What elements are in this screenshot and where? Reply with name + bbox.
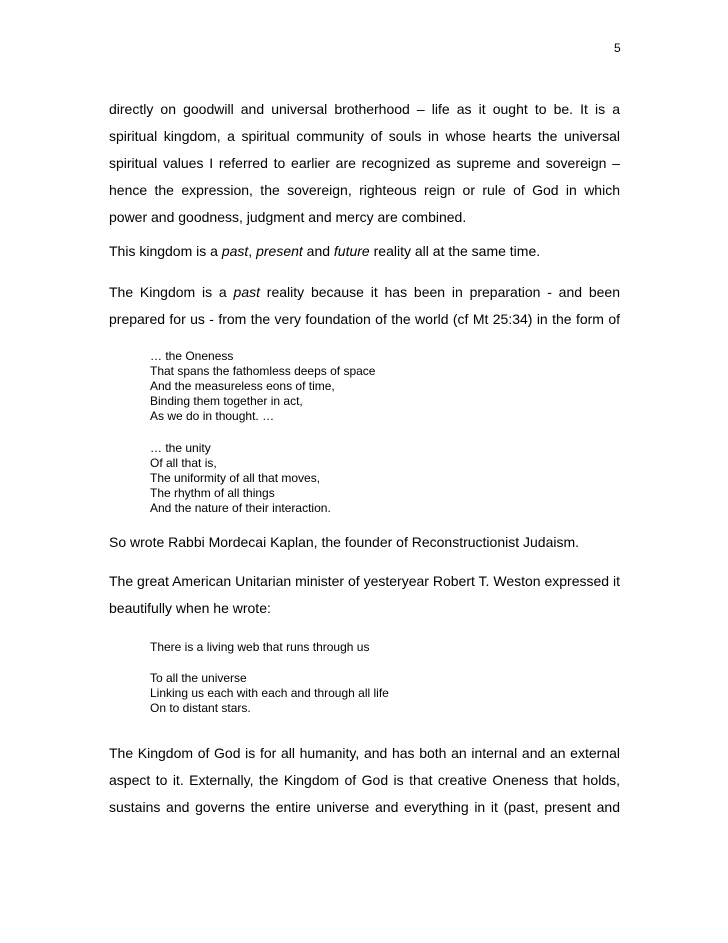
p2-future: future <box>333 243 370 259</box>
poem-line: … the Oneness <box>150 349 234 363</box>
p2-and: and <box>302 243 334 259</box>
poem-line: The uniformity of all that moves, <box>150 471 321 485</box>
p3-text-before: The Kingdom is a <box>109 284 234 300</box>
poem-line: Of all that is, <box>150 456 217 470</box>
p2-text-before: This kingdom is a <box>109 243 222 259</box>
poem-line: Binding them together in act, <box>150 394 303 408</box>
paragraph-weston-intro: The great American Unitarian minister of yesteryear Robert T. Weston expressed it beautifully when he wrote: <box>109 573 620 616</box>
p2-comma: , <box>248 243 257 259</box>
p2-past: past <box>221 243 249 259</box>
poem-line: And the nature of their interaction. <box>150 501 331 515</box>
poem-weston-stanza-2 <box>150 671 570 716</box>
p3-past: past <box>233 284 260 300</box>
poem-weston-stanza-1 <box>150 640 570 655</box>
p2-text-after: reality all at the same time. <box>369 243 541 259</box>
poem-kaplan-stanza-1 <box>150 349 570 424</box>
paragraph-kingdom-description: directly on goodwill and universal brotherhood – life as it ought to be. It is a spiritual kingdom, a spiritual community of souls in whose hearts the universal spiritual values I referred to earlier are recognized as supreme and sovereign – hence the expression, the sovereign, righteous reign or rule of God in which power and goodness, judgment and mercy are combined. <box>109 101 620 225</box>
page-number: 5 <box>614 41 621 55</box>
poem-line: To all the universe <box>150 671 247 685</box>
poem-line: Linking us each with each and through all life <box>150 686 389 700</box>
poem-line: There is a living web that runs through us <box>150 640 370 654</box>
paragraph-kingdom-humanity: The Kingdom of God is for all humanity, and has both an internal and an external aspect to it. Externally, the Kingdom of God is that creative Oneness that holds, sustains and governs the entire universe and everything in it (past, present and <box>109 745 620 815</box>
p2-present: present <box>256 243 303 259</box>
paragraph-past-reality <box>109 279 620 333</box>
poem-line: And the measureless eons of time, <box>150 379 335 393</box>
p3-text-after: reality because it has been in preparation - and been prepared for us - from the very foundation of the world (cf Mt 25:34) in the form of <box>109 284 620 327</box>
poem-kaplan-stanza-2 <box>150 441 570 516</box>
poem-line: As we do in thought. … <box>150 409 275 423</box>
paragraph-past-present-future <box>109 238 620 265</box>
paragraph-kaplan-attribution: So wrote Rabbi Mordecai Kaplan, the founder of Reconstructionist Judaism. <box>109 534 580 550</box>
poem-line: That spans the fathomless deeps of space <box>150 364 376 378</box>
poem-line: … the unity <box>150 441 211 455</box>
poem-line: The rhythm of all things <box>150 486 275 500</box>
poem-line: On to distant stars. <box>150 701 251 715</box>
